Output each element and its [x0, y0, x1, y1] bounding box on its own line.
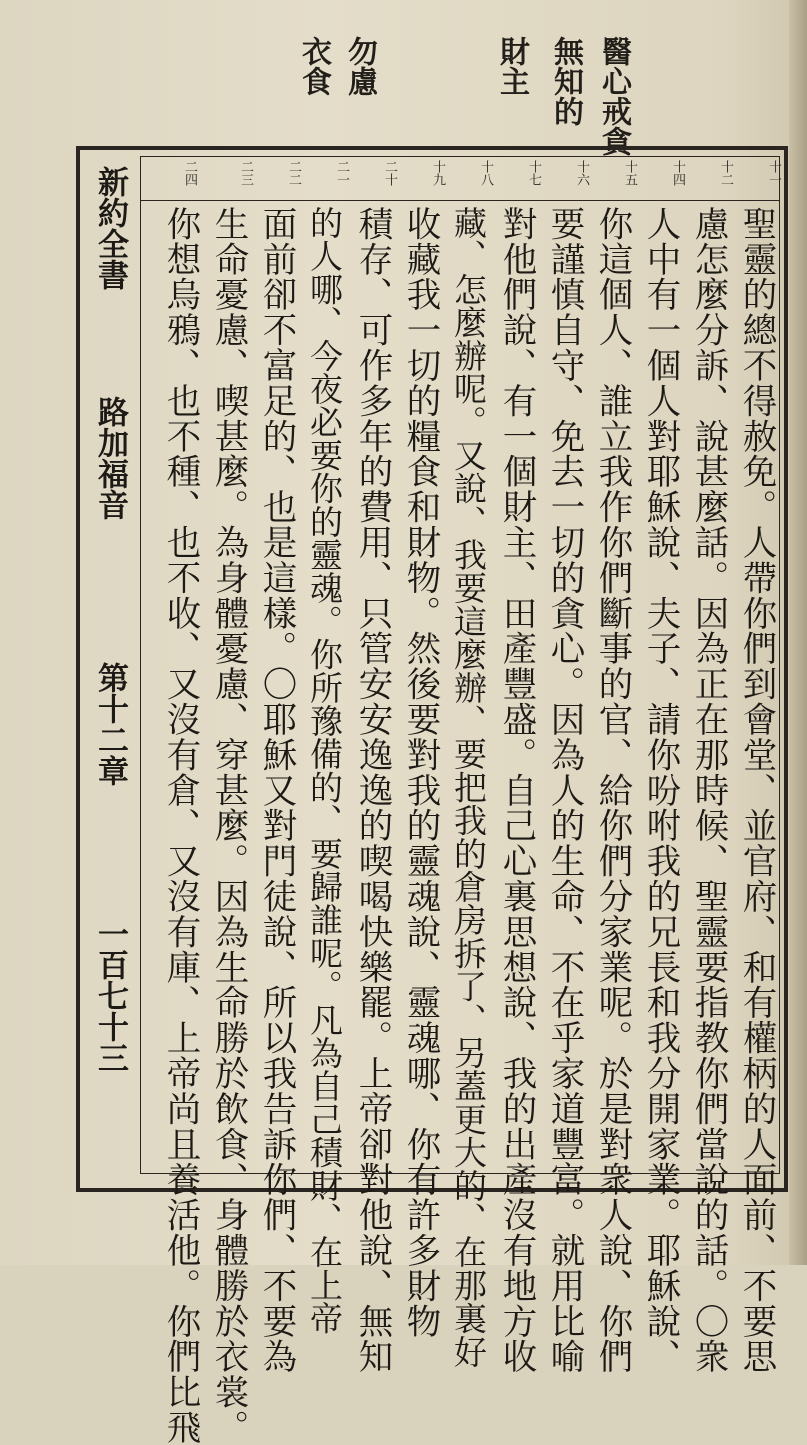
- gospel-title: 路加福音: [92, 396, 128, 520]
- text-column: 要謹慎自守、免去一切的貪心。因為人的生命、不在乎家道豐富。就用比喻: [544, 206, 584, 1375]
- running-header: [80, 160, 138, 1170]
- text-column: 人中有一個人對耶穌說、夫子、請你吩咐我的兄長和我分開家業。耶穌說、: [640, 206, 680, 1375]
- verse-number: 十二: [718, 160, 733, 186]
- scripture-text: [144, 206, 776, 1445]
- verse-number: 二十: [382, 160, 397, 186]
- side-heading-8: 衣食: [296, 36, 331, 96]
- side-heading-5: 財主: [494, 36, 529, 96]
- text-column: 收藏我一切的糧食和財物。然後要對我的靈魂說、靈魂哪、你有許多財物: [400, 206, 440, 1339]
- verse-number: 十七: [526, 160, 541, 186]
- verse-number: 十四: [670, 160, 685, 186]
- text-column: 聖靈的總不得赦免。人帶你們到會堂、並官府、和有權柄的人面前、不要思: [736, 206, 776, 1375]
- book-title: 新約全書: [92, 166, 128, 290]
- verse-number-band: [142, 160, 781, 200]
- text-column: 對他們說、有一個財主、田產豐盛。自己心裏思想說、我的出產沒有地方收: [496, 206, 536, 1375]
- text-column: 的人哪、今夜必要你的靈魂。你所豫備的、要歸誰呢。凡為自己積財、在上帝: [305, 206, 344, 1335]
- verse-number: 十八: [478, 160, 493, 186]
- side-heading-3: 無知的: [548, 36, 583, 126]
- verse-number: 十一: [766, 160, 781, 186]
- text-column: 生命憂慮、喫甚麼。為身體憂慮、穿甚麼。因為生命勝於飲食、身體勝於衣裳。: [208, 206, 248, 1445]
- verse-number: 二一: [334, 160, 349, 186]
- text-column: 你想烏鴉、也不種、也不收、又沒有倉、又沒有庫、上帝尚且養活他。你們比飛: [160, 206, 200, 1445]
- text-column: 藏、怎麼辦呢。又說、我要這麼辦、要把我的倉房拆了、另蓋更大的、在那裏好: [449, 206, 488, 1368]
- text-column: 你這個人、誰立我作你們斷事的官、給你們分家業呢。於是對衆人說、你們: [592, 206, 632, 1375]
- verse-number-divider: [140, 200, 780, 201]
- verse-number: 十五: [622, 160, 637, 186]
- verse-number: 二三: [238, 160, 253, 186]
- chapter-label: 第十二章: [92, 662, 128, 786]
- page-number: 一百七十三: [92, 918, 128, 1073]
- page-edge: [789, 0, 807, 1265]
- verse-number: 二二: [286, 160, 301, 186]
- text-column: 慮怎麼分訴、說甚麼話。因為正在那時候、聖靈要指教你們當說的話。〇衆: [688, 206, 728, 1375]
- verse-number: 二四: [182, 160, 197, 186]
- side-heading-6: 勿慮: [342, 36, 377, 96]
- text-column: 面前卻不富足的、也是這樣。〇耶穌又對門徒說、所以我告訴你們、不要為: [256, 206, 296, 1375]
- side-heading-1: 醫心戒貪: [596, 36, 631, 156]
- text-column: 積存、可作多年的費用、只管安安逸逸的喫喝快樂罷。上帝卻對他說、無知: [352, 206, 392, 1375]
- verse-number: 十六: [574, 160, 589, 186]
- verse-number: 十九: [430, 160, 445, 186]
